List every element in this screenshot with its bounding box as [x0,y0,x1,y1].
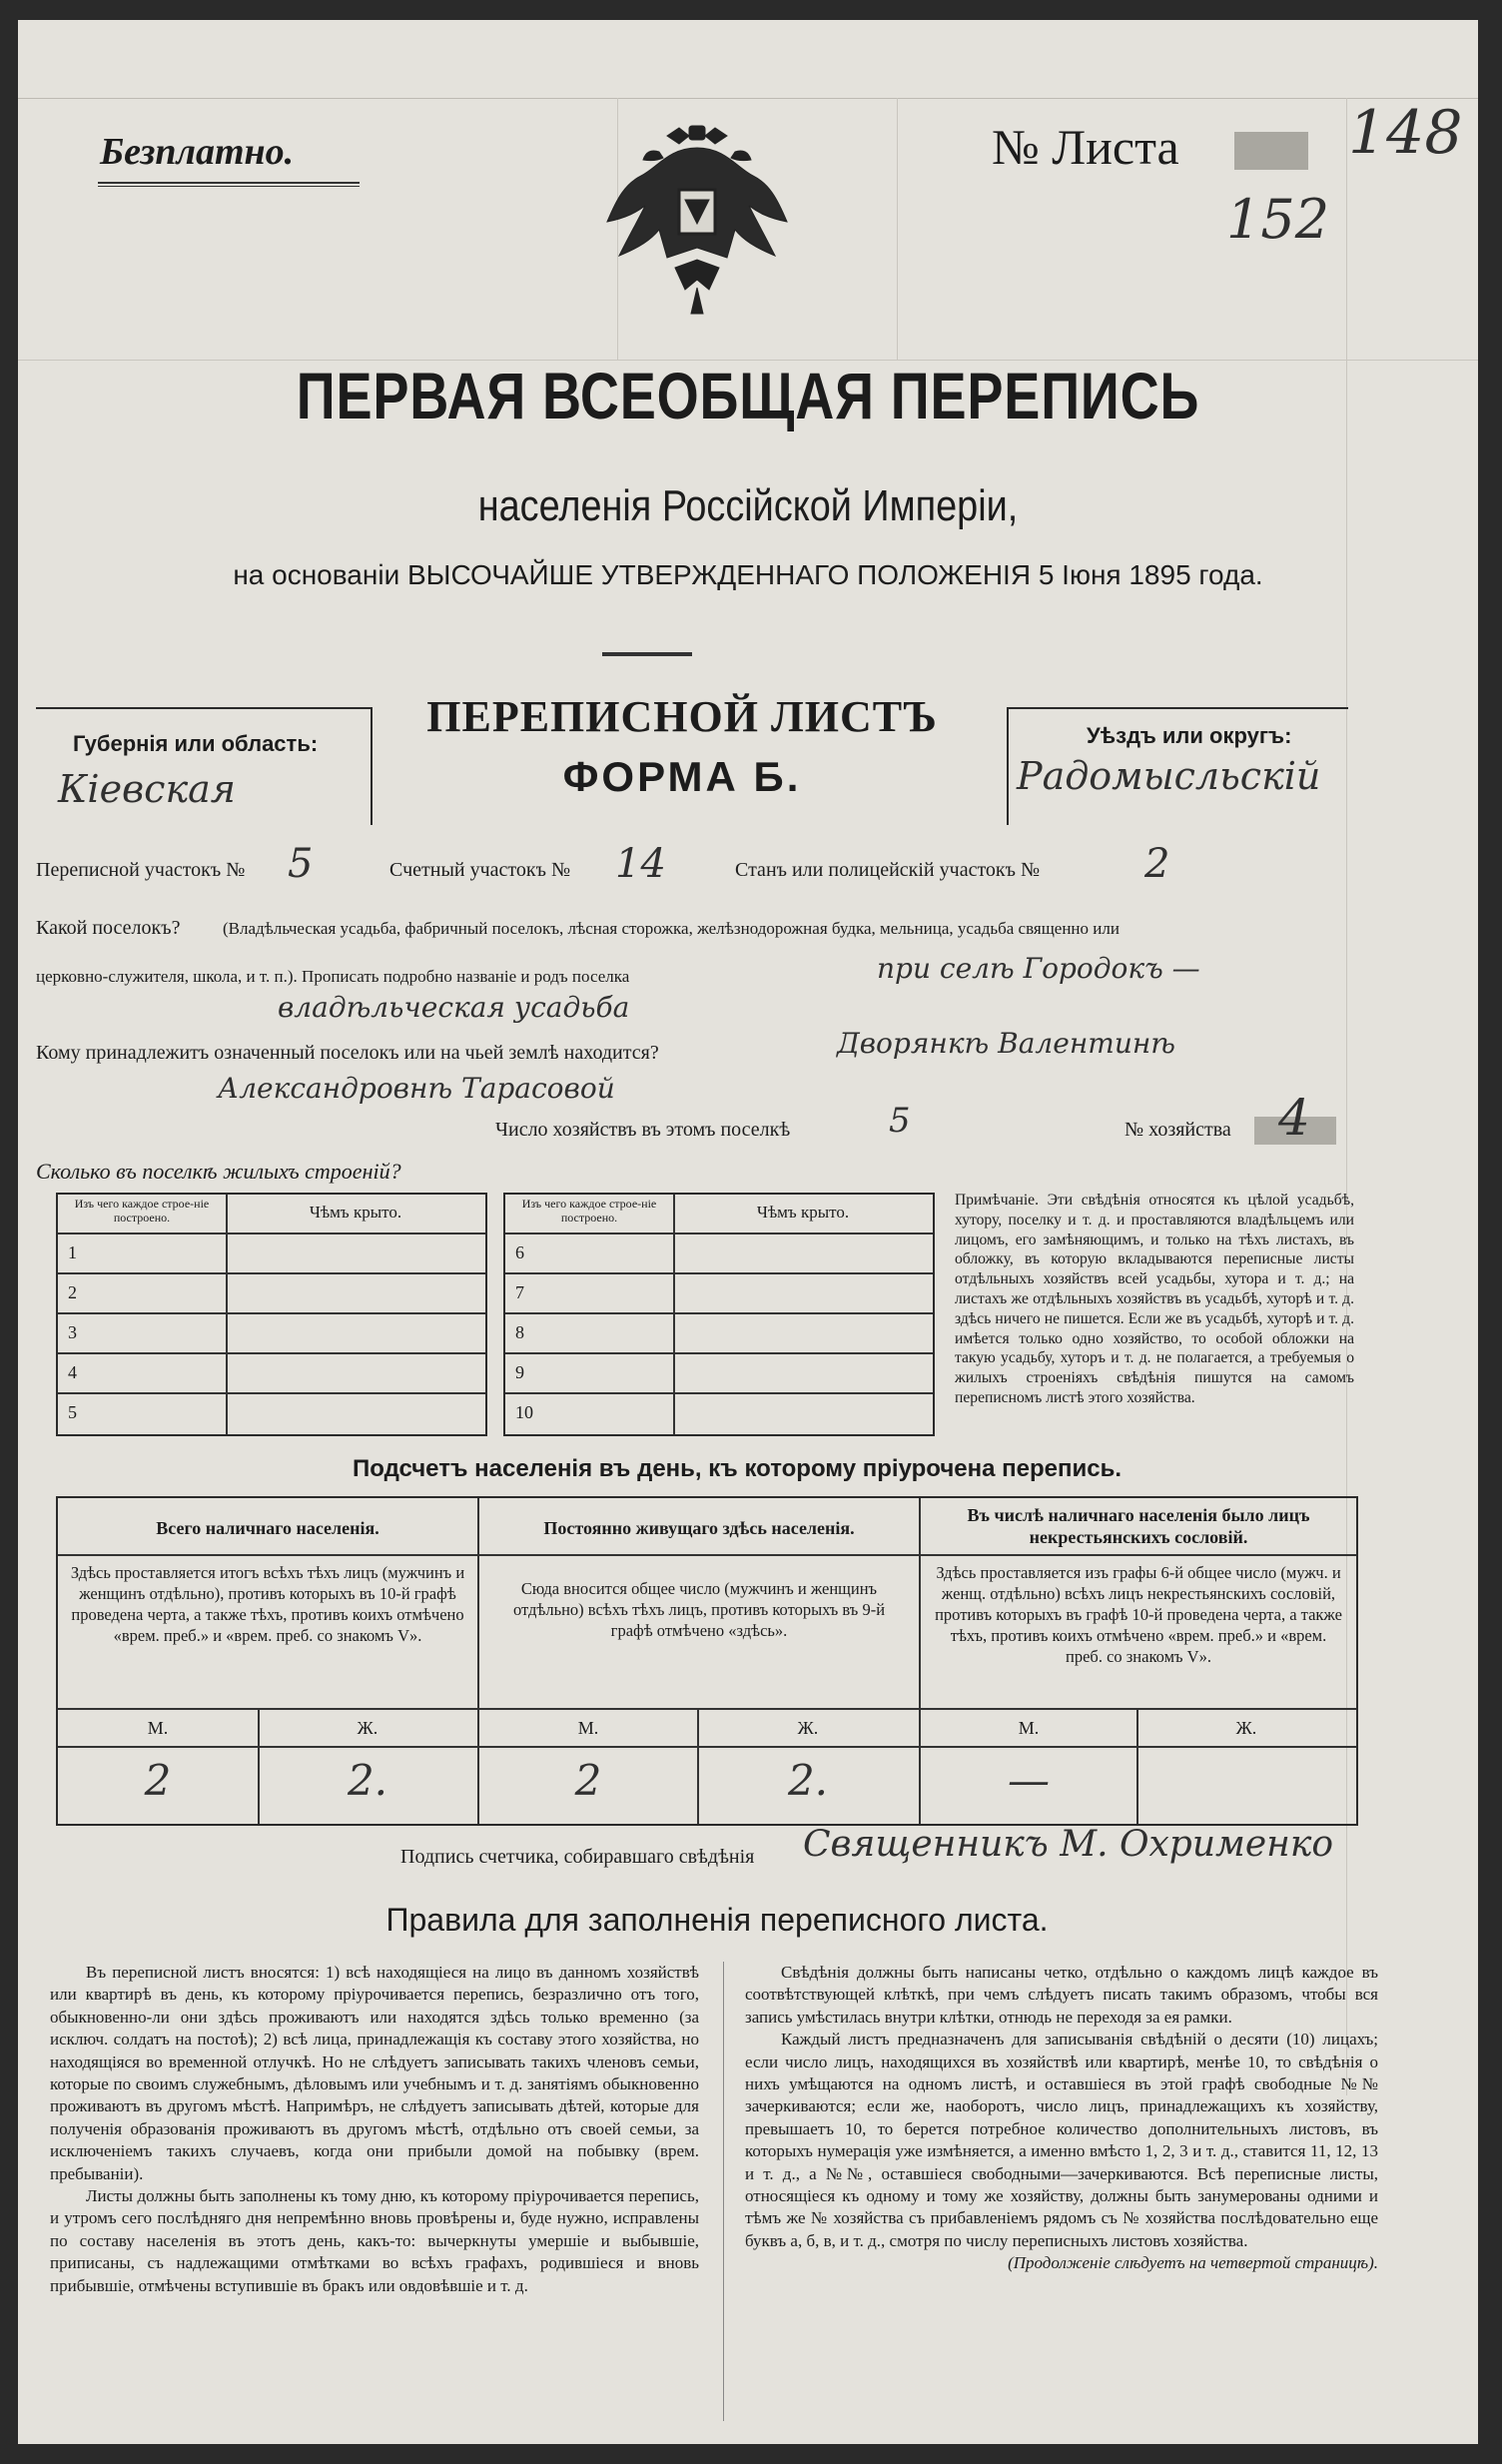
owner-value-2: Александровнѣ Тарасовой [218,1072,615,1105]
form-title: ПЕРЕПИСНОЙ ЛИСТЪ [426,692,938,741]
ghost-line [897,98,898,360]
settlement-hint: (Владѣльческая усадьба, фабричный поселокъ, лѣсная сторожка, желѣзнодорожная будка, мельница, усадьба священно или [223,919,1120,938]
settlement-question: Какой поселокъ? [36,917,181,939]
double-eagle-emblem [597,118,797,318]
col-female-label: Ж. [1235,1718,1257,1738]
free-underline [98,182,360,184]
archive-page-number: 148 [1348,98,1463,168]
buildings-row-number: 5 [68,1402,77,1422]
signature-label: Подпись счетчика, собиравшаго свѣдѣнія [400,1846,755,1868]
buildings-table-left [56,1193,487,1436]
rules-continued: (Продолженіе слѣдуетъ на четвертой страницѣ). [1008,2253,1378,2273]
district-label: Уѣздъ или округъ: [1087,723,1292,748]
col-total-header: Всего наличнаго населенія. [156,1518,379,1538]
permanent-female-value: 2. [787,1756,829,1805]
sheet-number-value: 152 [1226,188,1330,251]
census-district-value: 5 [288,841,314,887]
province-label: Губернія или область: [73,731,319,756]
col-male-label: М. [1018,1718,1040,1738]
title-divider [602,652,692,656]
buildings-row-number: 1 [68,1242,77,1262]
ghost-line [18,98,1478,99]
households-value: 5 [889,1101,911,1141]
province-value: Кіевская [58,767,236,811]
free-underline [98,186,360,187]
rules-left-column [50,1962,699,2297]
total-male-value: 2 [144,1756,172,1805]
settlement-value-2: владѣльческая усадьба [278,991,630,1024]
rules-paragraph: Каждый листъ предназначенъ для записыванія свѣдѣній о десяти (10) лицахъ; если число лицъ, находящихся въ хозяйствѣ или квартирѣ, менѣе 10, то свѣдѣнія о нихъ умѣщаются на одномъ листѣ, и оставшіеся въ этой графѣ свободные №№ зачеркиваются; если же, наоборотъ, число лицъ, принадлежащихъ къ хозяйству, превышаетъ 10, то берется потребное количество дополнительныхъ листовъ, въ которыхъ нумерація уже измѣняется, а именно вмѣсто 1, 2, 3 и т. д., ставится 11, 12, 13 и т. д., а №№, оставшіеся свободными—зачеркиваются. Всѣ переписные листы, относящіеся къ одному и тому же хозяйству, должны быть занумерованы одними и тѣмъ же № хозяйства съ прибавленіемъ рядомъ съ № хозяйства послѣдовательно еще буквъ а, б, в, и т. д., смотря по числу переписныхъ листовъ хозяйства. [745,2030,1378,2250]
col-male-label: М. [577,1718,599,1738]
col-nonpeasant-desc: Здѣсь проставляется изъ графы 6-й общее число (мужч. и женщ. отдѣльно) всѣхъ лицъ некрестьянскихъ сословій, противъ которыхъ въ графѣ 10-й проведена черта, а также тѣхъ, противъ коихъ отмѣчено «врем. преб.» и «врем. преб. со знакомъ V». [935,1563,1342,1666]
census-form-page [18,20,1478,2444]
census-subtitle: населенія Россійской Имперіи, [477,481,1019,530]
rules-right-column [745,1962,1378,2275]
rules-divider [723,1962,724,2421]
buildings-note: Примѣчаніе. Эти свѣдѣнія относятся къ цѣлой усадьбѣ, хутору, поселку и т. д. и проставляются владѣльцемъ или лицомъ, его замѣняющимъ, и только на тѣхъ листахъ, въ обложку, въ которую вкладываются переписные листы отдѣльныхъ хозяйствъ всей усадьбы, хутора и т. д.; на листахъ же отдѣльныхъ хозяйствъ въ усадьбѣ, хуторѣ и т. д. здѣсь ничего не пишется. Если же въ усадьбѣ, хуторѣ и т. д. имѣется только одно хозяйство, то особой обложки на такую усадьбу, хуторъ и т. д. не полагается, а требуемыя о жилыхъ строеніяхъ свѣдѣнія пишутся на самомъ переписномъ листѣ этого хозяйства. [955,1192,1354,1406]
buildings-table-right [503,1193,935,1436]
buildings-col-roof: Чѣмъ крыто. [309,1203,402,1222]
col-permanent-desc: Сюда вносится общее число (мужчинъ и женщинъ отдѣльно) всѣхъ тѣхъ лицъ, противъ которыхъ въ 9-й графѣ отмѣчено «здѣсь». [512,1579,886,1640]
permanent-male-value: 2 [574,1756,602,1805]
sheet-number-label: № Листа [992,119,1179,175]
nonpeasant-male-value: — [1008,1756,1050,1805]
population-table [56,1496,1358,1826]
counting-district-value: 14 [615,841,666,887]
census-district-label: Переписной участокъ № [36,859,246,881]
rules-paragraph: Въ переписной листъ вносятся: 1) всѣ находящіеся на лицо въ данномъ хозяйствѣ или квартирѣ въ день, къ которому пріурочивается перепись, безразлично отъ того, обыкновенно-ли они здѣсь проживаютъ или находятся здѣсь только временно (за исключ. солдатъ на постоѣ); 2) всѣ лица, принадлежащія къ составу этого хозяйства, но находящіяся во временной отлучкѣ. Но не слѣдуетъ записывать такихъ членовъ семьи, которые по своимъ служебнымъ, дѣловымъ или учебнымъ и т. д. занятіямъ обыкновенно проживаютъ въ другомъ мѣстѣ. Напримѣръ, не слѣдуетъ записывать дѣтей, которые для полученія образованія проживаютъ въ другомъ мѣстѣ, отдѣльно отъ своей семьи, за исключеніемъ такихъ случаевъ, когда они прибыли домой на побывку (врем. пребываніи). [50,1963,699,2183]
buildings-row-number: 8 [515,1322,524,1342]
owner-question: Кому принадлежитъ означенный поселокъ или на чьей землѣ находится? [36,1042,659,1064]
buildings-row-number: 6 [515,1242,524,1262]
household-number-label: № хозяйства [1125,1119,1231,1141]
buildings-col-material: Изъ чего каждое строе-ніе построено. [521,1197,657,1225]
buildings-row-number: 7 [515,1282,524,1302]
buildings-col-roof: Чѣмъ крыто. [756,1203,850,1222]
col-permanent-header: Постоянно живущаго здѣсь населенія. [543,1518,855,1538]
owner-value-1: Дворянкѣ Валентинѣ [837,1027,1175,1060]
form-type: ФОРМА Б. [562,753,802,800]
rules-paragraph: Свѣдѣнія должны быть написаны четко, отдѣльно о каждомъ лицѣ каждое въ соотвѣтствующей клѣткѣ, при чемъ слѣдуетъ писать такимъ образомъ, чтобы вся запись умѣстилась внутри клѣтки, отнюдь не переходя за ея рамки. [745,1963,1378,2027]
rules-heading: Правила для заполненія переписного листа. [385,1902,1049,1938]
census-decree: на основаніи ВЫСОЧАЙШЕ УТВЕРЖДЕННАГО ПОЛОЖЕНІЯ 5 Іюня 1895 года. [233,559,1263,590]
signature-value: Священникъ М. Охрименко [803,1824,1334,1865]
settlement-hint-cont: церковно-служителя, школа, и т. п.). Прописать подробно названіе и родъ поселка [36,967,630,986]
buildings-question: Сколько въ поселкѣ жилыхъ строеній? [36,1159,401,1184]
buildings-row-number: 10 [515,1402,533,1422]
sheet-number-stamp [1234,132,1308,170]
police-district-value: 2 [1144,841,1170,887]
population-heading: Подсчетъ населенія въ день, къ которому пріурочена перепись. [353,1455,1122,1482]
settlement-value-1: при селѣ Городокъ — [877,952,1200,985]
buildings-col-material: Изъ чего каждое строе-ніе построено. [74,1197,210,1225]
household-number-value: 4 [1278,1089,1310,1147]
buildings-row-number: 9 [515,1362,524,1382]
col-male-label: М. [147,1718,169,1738]
buildings-row-number: 4 [68,1362,77,1382]
col-nonpeasant-header: Въ числѣ наличнаго населенія было лицъ некрестьянскихъ сословій. [967,1505,1310,1547]
census-title: ПЕРВАЯ ВСЕОБЩАЯ ПЕРЕПИСЬ [296,359,1200,432]
rules-paragraph: Листы должны быть заполнены къ тому дню, къ которому пріурочивается перепись, и утромъ сего послѣдняго дня непремѣнно вновь провѣрены и, буде нужно, исправлены по составу населенія въ этотъ день, какъ-то: вычеркнуты умершіе и выбывшіе, приписаны, съ надлежащими отмѣтками во всѣхъ графахъ, родившіеся и вновь прибывшіе, отмѣчены вступившіе въ бракъ или овдовѣвшіе и т. д. [50,2186,699,2295]
buildings-row-number: 3 [68,1322,77,1342]
free-label: Безплатно. [100,131,295,173]
buildings-row-number: 2 [68,1282,77,1302]
col-female-label: Ж. [357,1718,378,1738]
col-total-desc: Здѣсь проставляется итогъ всѣхъ тѣхъ лицъ (мужчинъ и женщинъ отдѣльно), противъ которыхъ въ 10-й графѣ проведена черта, а также тѣхъ, противъ коихъ отмѣчено «врем. преб.» и «врем. преб. со знакомъ V». [70,1563,465,1645]
col-female-label: Ж. [797,1718,819,1738]
district-value: Радомысльскій [1017,754,1321,798]
total-female-value: 2. [347,1756,388,1805]
households-label: Число хозяйствъ въ этомъ поселкѣ [495,1119,791,1141]
counting-district-label: Счетный участокъ № [389,859,571,881]
police-district-label: Станъ или полицейскій участокъ № [735,859,1041,881]
